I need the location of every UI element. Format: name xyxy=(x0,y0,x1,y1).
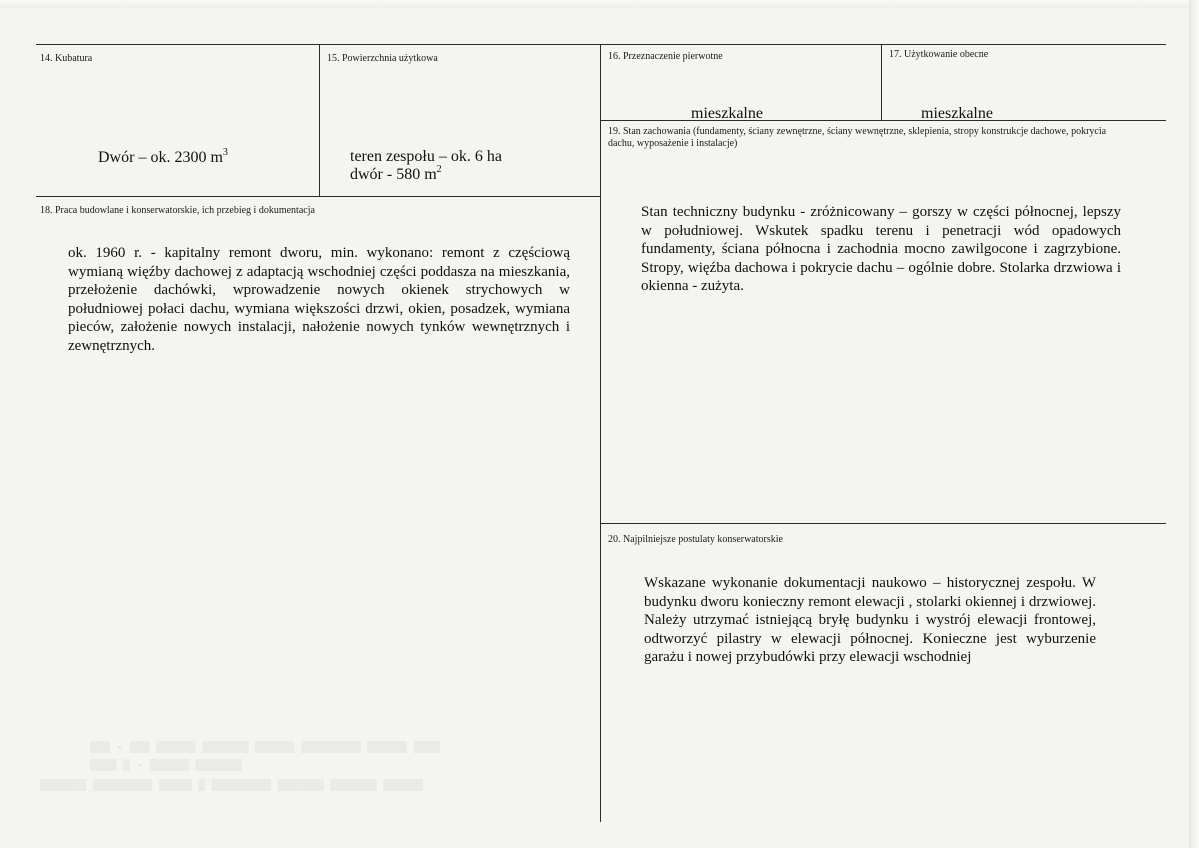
rule-under-16-17 xyxy=(600,120,1166,121)
field-15-label: 15. Powierzchnia użytkowa xyxy=(327,53,438,64)
rule-under-14-15 xyxy=(36,196,600,197)
field-18-text: ok. 1960 r. - kapitalny remont dworu, min. wykonano: remont z częściową wymianą więźby dachowej z adaptacją wschodniej części poddasza na mieszkania, przełożenie dachówki, wprowadzenie nowych okienek strychowych w południowej połaci dachu, wymiana większości drzwi, okien, posadzek, wymiana pieców, założenie nowych instalacji, nałożenie nowych tynków wewnętrznych i zewnętrznych. xyxy=(68,245,570,354)
field-15-value-line2 xyxy=(350,166,442,184)
field-16-label: 16. Przeznaczenie pierwotne xyxy=(608,51,723,62)
show-through-text: ▒▒▒ - ▒▒▒ ▒▒▒▒▒▒ ▒▒▒▒▒▒▒ ▒▒▒▒▒▒ ▒▒▒▒▒▒▒▒▒ ▒▒▒▒▒▒ ▒▒▒▒ xyxy=(90,742,440,754)
show-through-text: ▒▒▒▒▒▒▒ ▒▒▒▒▒▒▒▒▒ ▒▒▒▒▒ ▒ ▒▒▒▒▒▒▒▒▒ ▒▒▒▒▒▒▒ ▒▒▒▒▒▒▒ ▒▒▒▒▒▒ xyxy=(40,780,423,792)
rule-above-20 xyxy=(600,523,1166,524)
divider-14-15 xyxy=(319,44,320,196)
field-14-label: 14. Kubatura xyxy=(40,53,93,64)
center-divider xyxy=(600,44,601,822)
field-19-text: Stan techniczny budynku - zróżnicowany – gorszy w części północnej, lepszy w południowej. Wskutek spadku terenu i penetracji wód opadowych fundamenty, ściana północna i zachodnia mocno zawilgocone i zagrzybione. Stropy, więźba dachowa i pokrycie dachu – ogólnie dobre. Stolarka drzwiowa i okienna - zużyta. xyxy=(641,204,1121,295)
field-20-text: Wskazane wykonanie dokumentacji naukowo – historycznej zespołu. W budynku dworu konieczny remont elewacji , stolarki okiennej i drzwiowej. Należy utrzymać istniejącą bryłę budynku i wystrój elewacji frontowej, odtworzyć pilastry w elewacji północnej. Konieczne jest wyburzenie garażu i nowej przybudówki przy elewacji wschodniej xyxy=(644,575,1096,666)
paper-edge-right xyxy=(1189,0,1199,848)
field-16-value: mieszkalne xyxy=(691,105,763,122)
field-17-label: 17. Użytkowanie obecne xyxy=(889,49,989,60)
paper-edge-top xyxy=(0,0,1199,8)
field-20-label: 20. Najpilniejsze postulaty konserwatorskie xyxy=(608,534,783,545)
field-14-value-text: Dwór – ok. 2300 m xyxy=(98,149,223,166)
field-14-unit-exponent: 3 xyxy=(222,147,228,158)
top-rule xyxy=(36,44,1166,45)
field-15-value-line2-text: dwór - 580 m xyxy=(350,166,437,183)
field-18-label: 18. Praca budowlane i konserwatorskie, ich przebieg i dokumentacja xyxy=(40,205,315,216)
field-14-value xyxy=(98,149,228,167)
field-15-value-line1: teren zespołu – ok. 6 ha xyxy=(350,148,502,165)
show-through-text: ▒▒▒▒ ▒ - ▒▒▒▒▒▒ ▒▒▒▒▒▒▒ xyxy=(90,760,242,772)
field-19-label: 19. Stan zachowania (fundamenty, ściany zewnętrzne, ściany wewnętrzne, sklepienia, stropy konstrukcje dachowe, pokrycia dachu, wyposażenie i instalacje) xyxy=(608,126,1107,149)
divider-16-17 xyxy=(881,44,882,120)
field-15-unit-exponent: 2 xyxy=(436,164,442,175)
field-17-value: mieszkalne xyxy=(921,105,993,122)
